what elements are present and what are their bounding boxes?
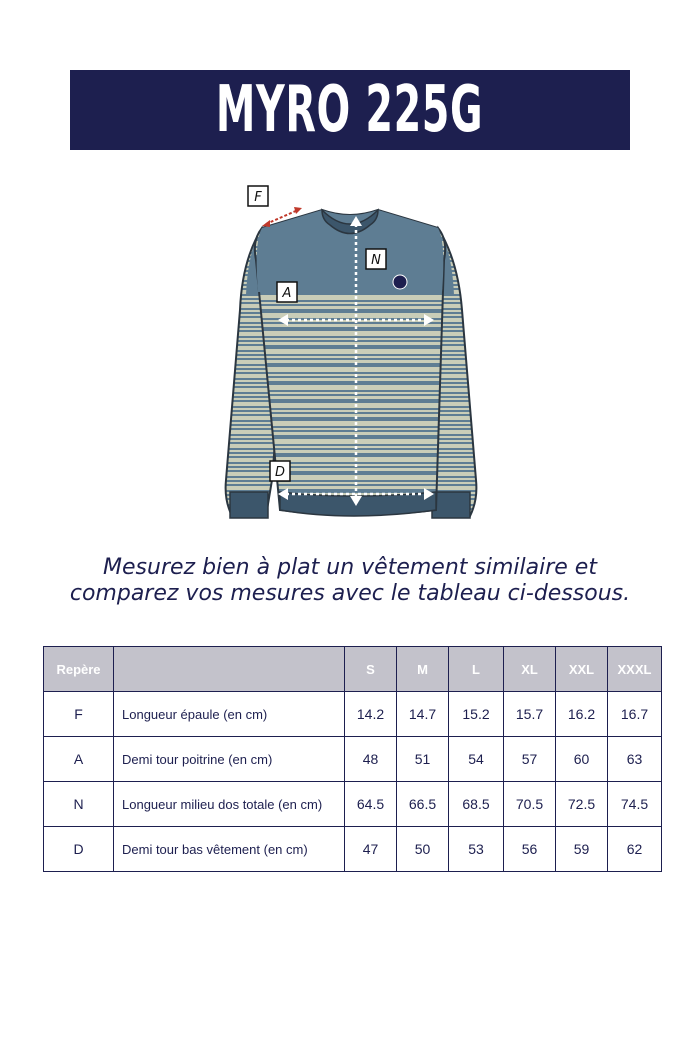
table-row: [44, 692, 662, 737]
page-title: MYRO 225G: [216, 73, 484, 147]
cell-value: 64.5: [345, 782, 397, 827]
title-banner: [70, 70, 630, 150]
cell-value: 59: [556, 827, 608, 872]
cell-value: 57: [504, 737, 556, 782]
cell-value: 63: [608, 737, 662, 782]
header-size-m: M: [397, 647, 449, 692]
instructions-line-1: Mesurez bien à plat un vêtement similaire et: [103, 555, 597, 580]
cell-value: 62: [608, 827, 662, 872]
header-size-xxl: XXL: [556, 647, 608, 692]
cell-value: 54: [449, 737, 504, 782]
marker-n-label: N: [371, 253, 381, 268]
row-label: Demi tour poitrine (en cm): [114, 737, 345, 782]
cell-value: 15.2: [449, 692, 504, 737]
cell-value: 51: [397, 737, 449, 782]
header-size-xl: XL: [504, 647, 556, 692]
header-size-l: L: [449, 647, 504, 692]
header-label: [114, 647, 345, 692]
header-repere: Repère: [44, 647, 114, 692]
marker-d-label: D: [274, 465, 286, 480]
cell-value: 60: [556, 737, 608, 782]
cell-value: 14.2: [345, 692, 397, 737]
cell-value: 56: [504, 827, 556, 872]
cell-value: 14.7: [397, 692, 449, 737]
table-header-row: [44, 647, 662, 692]
instructions-line-2: comparez vos mesures avec le tableau ci-dessous.: [69, 581, 631, 606]
header-size-xxxl: XXXL: [608, 647, 662, 692]
row-label: Longueur milieu dos totale (en cm): [114, 782, 345, 827]
row-marker: F: [44, 692, 114, 737]
cell-value: 16.2: [556, 692, 608, 737]
sweater-illustration: [200, 180, 500, 525]
cell-value: 48: [345, 737, 397, 782]
row-marker: D: [44, 827, 114, 872]
cell-value: 50: [397, 827, 449, 872]
cell-value: 70.5: [504, 782, 556, 827]
cell-value: 72.5: [556, 782, 608, 827]
header-size-s: S: [345, 647, 397, 692]
cell-value: 74.5: [608, 782, 662, 827]
measurement-instructions: [40, 555, 660, 607]
marker-a-label: A: [282, 286, 292, 301]
cell-value: 15.7: [504, 692, 556, 737]
row-marker: A: [44, 737, 114, 782]
size-chart-table: [43, 646, 662, 872]
cell-value: 53: [449, 827, 504, 872]
row-label: Longueur épaule (en cm): [114, 692, 345, 737]
table-row: [44, 737, 662, 782]
table-row: [44, 782, 662, 827]
cell-value: 47: [345, 827, 397, 872]
table-row: [44, 827, 662, 872]
row-label: Demi tour bas vêtement (en cm): [114, 827, 345, 872]
cell-value: 68.5: [449, 782, 504, 827]
marker-f-label: F: [254, 190, 262, 205]
cell-value: 66.5: [397, 782, 449, 827]
row-marker: N: [44, 782, 114, 827]
cell-value: 16.7: [608, 692, 662, 737]
